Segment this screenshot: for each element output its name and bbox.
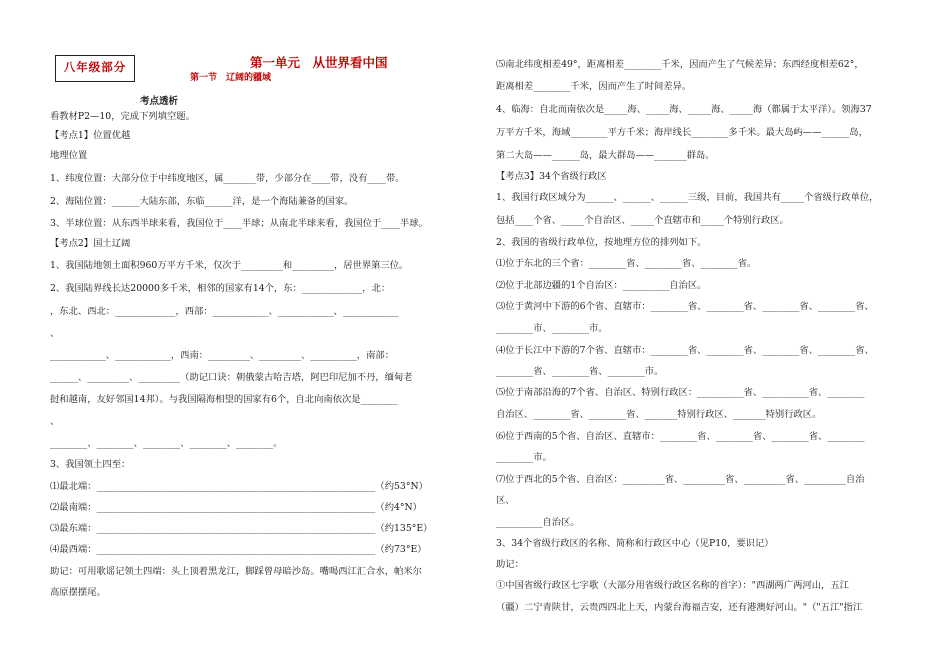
- text-line: 3、我国领土四至：: [50, 459, 131, 470]
- text-line: ⑺位于西北的5个省、自治区：_________省、_________省、_________省、_________自治: [496, 474, 865, 485]
- text-line: 第二大岛——______岛，最大群岛——_______群岛。: [496, 150, 715, 161]
- text-line: 1、我国陆地领土面积960万平方千米，仅次于_________和_________，居世界第三位。: [50, 260, 409, 271]
- key-point-2-heading: 【考点2】国土辽阔: [50, 238, 131, 249]
- text-line: 距离相差________千米，因而产生了时间差异。: [496, 81, 692, 92]
- text-line: 看教材P2—10，完成下列填空题。: [50, 111, 195, 122]
- text-line: ____________、____________，西南：_________、_________、__________，南部：: [50, 350, 394, 361]
- text-line: 2、我国的省级行政单位，按地理方位的排列如下。: [496, 237, 707, 248]
- text-line: ________市、________市。: [496, 323, 608, 334]
- text-line: 包括____个省、_____个自治区、_____个直辖市和_____个特别行政区。: [496, 215, 789, 226]
- text-line: ________、________、________、________、________。: [50, 438, 283, 449]
- text-line: ⑸位于南部沿海的7个省、自治区、特别行政区：__________省、__________省、________: [496, 387, 865, 398]
- text-line: （疆）二宁青陕甘，云贵西四北上天，内蒙台海福吉安，还有港澳好河山。"（"五江"指江: [496, 602, 863, 613]
- text-line: 地理位置: [50, 150, 88, 161]
- unit-title: 第一单元 从世界看中国: [250, 55, 388, 70]
- text-line: 区、: [496, 495, 515, 506]
- text-line: ①中国省级行政区七字歌（大部分用省级行政区名称的首字）："西湖两广两河山，五江: [496, 580, 849, 591]
- section-title: 第一节 辽阔的疆域: [190, 73, 272, 83]
- grade-label-box: 八年级部分: [55, 55, 135, 82]
- key-point-1-heading: 【考点1】位置优越: [50, 130, 131, 141]
- text-line: ⑸南北纬度相差49°，距离相差________千米，因而产生了气候差异；东西经度相差62°，: [496, 59, 864, 70]
- text-line: 3、半球位置：从东西半球来看，我国位于____半球；从南北半球来看，我国位于____半球。: [50, 218, 428, 229]
- focus-heading: 考点透析: [140, 96, 179, 107]
- text-line: ⑹位于西南的5个省、自治区、直辖市：________省、________省、________省、________: [496, 431, 865, 442]
- text-line: 2、海陆位置：______大陆东部，东临______洋，是一个海陆兼备的国家。: [50, 196, 354, 207]
- extreme-east-line: ⑶最东端：____________________________________________________________（约135°E）: [50, 523, 433, 534]
- text-line: 、: [50, 328, 60, 339]
- extreme-west-line: ⑷最西端：____________________________________________________________（约73°E）: [50, 544, 427, 555]
- text-line: ⑴位于东北的三个省：________省、________省、________省。: [496, 258, 757, 269]
- text-line: 1、纬度位置：大部分位于中纬度地区，属_______带，少部分在____带，没有____带。: [50, 173, 405, 184]
- text-line: 自治区、________省、________省、_______特别行政区、_______特别行政区。: [496, 409, 822, 420]
- text-line: __________自治区。: [496, 517, 580, 528]
- text-line: ⑶位于黄河中下游的6个省、直辖市：________省、________省、________省、________省、: [496, 301, 874, 312]
- text-line: 万平方千米，海域________平方千米；海岸线长________多千米。最大岛屿——______岛，: [496, 127, 868, 138]
- text-line: 高原摆摆尾。: [50, 587, 106, 598]
- text-line: 助记：: [496, 559, 524, 570]
- extreme-south-line: ⑵最南端：____________________________________________________________（约4°N）: [50, 502, 422, 513]
- text-line: 2、我国陆界线长达20000多千米，相邻的国家有14个，东：_____________，北：: [50, 283, 391, 294]
- text-line: ________市。: [496, 452, 552, 463]
- key-point-3-heading: 【考点3】34个省级行政区: [496, 171, 607, 182]
- extreme-north-line: ⑴最北端：____________________________________________________________（约53°N）: [50, 481, 428, 492]
- text-line: 挝和越南，友好邻国14邦）。与我国隔海相望的国家有6个，自北向南依次是________: [50, 394, 398, 405]
- text-line: ，东北、西北：_____________，西部：____________、____________、____________: [50, 306, 399, 317]
- text-line: 4、临海：自北而南依次是_____海、_____海、_____海、_____海（都属于太平洋）。领海37: [496, 104, 872, 115]
- text-line: ⑷位于长江中下游的7个省、直辖市：________省、________省、________省、________省、: [496, 345, 874, 356]
- text-line: ________省、________省、________市。: [496, 366, 664, 377]
- text-line: 1、我国行政区域分为______、______、______三级，目前，我国共有_____个省级行政单位，: [496, 192, 879, 203]
- text-line: 、: [50, 416, 60, 427]
- text-line: 3、34个省级行政区的名称、简称和行政区中心（见P10，要识记）: [496, 538, 774, 549]
- text-line: 助记：可用歌谣记领土四端：头上顶着黑龙江，脚踩曾母暗沙岛。嘴喝西江汇合水，帕米尔: [50, 566, 422, 577]
- text-line: ______、_________、_________（助记口诀：朝俄蒙古哈吉塔，阿巴印尼加不丹，缅甸老: [50, 372, 413, 383]
- text-line: ⑵位于北部边疆的1个自治区：__________自治区。: [496, 280, 707, 291]
